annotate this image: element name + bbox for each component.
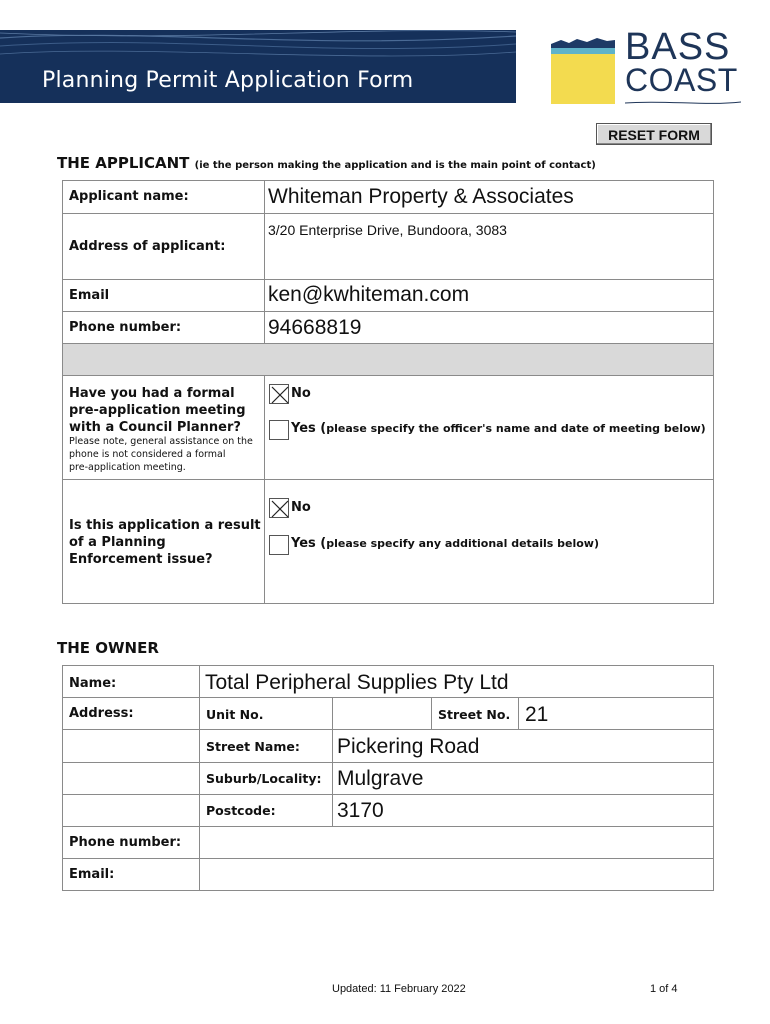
applicant-grid-h [62,603,714,604]
page-title: Planning Permit Application Form [42,68,414,93]
premeeting-question-line: pre-application meeting [69,403,246,418]
owner-grid-v [713,665,714,891]
enforcement-question-line: Is this application a result [69,518,261,533]
applicant-grid-v [62,180,63,604]
applicant-phone-field[interactable]: 94668819 [268,316,362,339]
applicant-grid-v [713,180,714,604]
footer-updated-date: Updated: 11 February 2022 [332,983,466,995]
owner-grid-v [332,697,333,827]
enforcement-yes-label [291,536,599,551]
footer-page-number: 1 of 4 [650,983,678,995]
owner-grid-h [62,729,714,730]
premeeting-question-line: Have you had a formal [69,386,235,401]
logo-underline [625,100,741,106]
owner-grid-h [62,794,714,795]
owner-grid-v [431,697,432,730]
grey-separator-row [63,344,713,375]
premeeting-note [69,435,253,474]
owner-email-label: Email: [69,867,115,882]
applicant-grid-h [62,311,714,312]
applicant-phone-label: Phone number: [69,320,182,335]
premeeting-yes-text: Yes ( [291,421,327,436]
owner-phone-field[interactable] [205,831,705,855]
premeeting-yes-checkbox[interactable] [269,420,289,440]
owner-street-name-field[interactable]: Pickering Road [337,735,480,758]
owner-unit-label: Unit No. [206,707,264,722]
reset-form-button[interactable]: RESET FORM [596,123,712,145]
premeeting-question [69,385,246,436]
owner-email-field[interactable] [205,863,705,887]
applicant-grid-h [62,180,714,181]
applicant-grid-h [62,213,714,214]
owner-unit-field[interactable] [338,703,428,727]
premeeting-question-line: with a Council Planner? [69,420,241,435]
applicant-heading-text: THE APPLICANT [57,154,190,172]
owner-postcode-field[interactable]: 3170 [337,799,384,822]
applicant-grid-v [264,375,265,604]
enforcement-question-line: Enforcement issue? [69,552,213,567]
applicant-name-label: Applicant name: [69,189,189,204]
owner-name-field[interactable]: Total Peripheral Supplies Pty Ltd [205,671,509,694]
owner-grid-h [62,762,714,763]
premeeting-yes-note: please specify the officer's name and date of meeting below) [326,422,706,435]
owner-name-label: Name: [69,676,117,691]
applicant-address-field[interactable]: 3/20 Enterprise Drive, Bundoora, 3083 [268,222,507,238]
owner-street-name-label: Street Name: [206,739,300,754]
premeeting-no-label: No [291,386,311,401]
applicant-grid-h [62,375,714,376]
owner-postcode-label: Postcode: [206,803,276,818]
premeeting-note-line: phone is not considered a formal [69,449,226,460]
checkbox-x-icon [270,385,290,405]
applicant-name-field[interactable]: Whiteman Property & Associates [268,185,574,208]
owner-suburb-field[interactable]: Mulgrave [337,767,424,790]
applicant-grid-h [62,479,714,480]
owner-street-no-field[interactable]: 21 [525,703,549,726]
logo-text-coast: COAST [625,62,738,98]
owner-grid-h [62,890,714,891]
enforcement-question [69,517,261,568]
enforcement-yes-text: Yes ( [291,536,327,551]
enforcement-yes-checkbox[interactable] [269,535,289,555]
owner-suburb-label: Suburb/Locality: [206,771,322,786]
premeeting-note-line: pre-application meeting. [69,462,186,473]
header-banner [0,30,516,103]
enforcement-no-label: No [291,500,311,515]
premeeting-note-line: Please note, general assistance on the [69,436,253,447]
applicant-grid-v [264,180,265,343]
applicant-address-label: Address of applicant: [69,239,226,254]
owner-grid-v [62,665,63,891]
owner-grid-v [518,697,519,730]
applicant-heading-note: (ie the person making the application and is the main point of contact) [194,160,596,171]
applicant-email-label: Email [69,288,110,303]
owner-street-no-label: Street No. [438,707,511,722]
logo-text-bass: BASS [625,26,731,68]
premeeting-yes-label [291,421,706,436]
applicant-grid-h [62,279,714,280]
enforcement-question-line: of a Planning [69,535,166,550]
owner-grid-h [62,826,714,827]
applicant-heading [57,154,596,172]
premeeting-no-checkbox[interactable] [269,384,289,404]
bass-coast-logo [551,26,741,106]
logo-graphic [551,30,617,106]
owner-address-label: Address: [69,706,134,721]
owner-heading: THE OWNER [57,639,159,657]
enforcement-yes-note: please specify any additional details below) [326,537,599,550]
owner-grid-h [62,665,714,666]
owner-grid-h [62,697,714,698]
enforcement-no-checkbox[interactable] [269,498,289,518]
owner-grid-h [62,858,714,859]
owner-phone-label: Phone number: [69,835,182,850]
owner-grid-v [199,665,200,891]
applicant-email-field[interactable]: ken@kwhiteman.com [268,283,470,306]
checkbox-x-icon [270,499,290,519]
